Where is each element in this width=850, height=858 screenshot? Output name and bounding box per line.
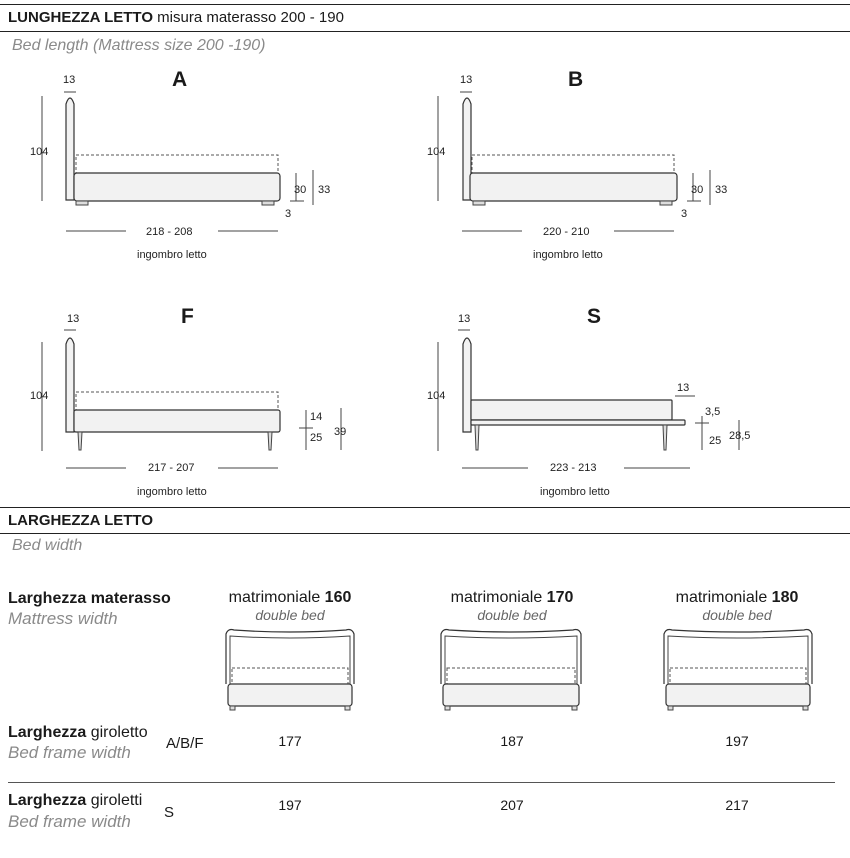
model-f-length: 217 - 207 [148,462,195,474]
model-f-letter: F [181,305,194,328]
model-a-letter: A [172,68,188,91]
bed-s-drawing [438,330,739,468]
model-b-dim-small: 30 [691,184,704,196]
width-top-rule [0,507,850,508]
model-f-dim-small: 14 [310,411,323,423]
frame-width-s-170: 207 [500,797,524,813]
model-s-dim-large: 28,5 [729,430,751,442]
frame-width-s-sublabel: Bed frame width [8,812,131,831]
length-title-rest: misura materasso 200 - 190 [157,9,344,26]
frame-width-s-180: 217 [725,797,749,813]
model-s-dim-mid: 25 [709,435,722,447]
column-160-subheader: double bed [255,607,325,623]
model-b-letter: B [568,68,584,91]
length-title-bold: LUNGHEZZA LETTO [8,9,153,26]
bed-f-drawing [42,330,341,468]
frame-width-abf-160: 177 [278,733,302,749]
model-a-height: 104 [30,146,49,158]
model-b-height: 104 [427,146,446,158]
frame-width-abf-170: 187 [500,733,524,749]
frame-width-abf-code: A/B/F [166,735,204,752]
model-s-headboard-thickness: 13 [458,313,471,325]
column-160-header: matrimoniale 160 [228,589,352,606]
frame-width-abf-label: Larghezza giroletto [8,724,148,741]
width-section-title: LARGHEZZA LETTO [8,512,153,529]
model-f-height: 104 [30,390,49,402]
model-a-dim-small: 30 [294,184,307,196]
length-section-subtitle: Bed length (Mattress size 200 -190) [12,37,266,54]
model-b-caption: ingombro letto [533,249,603,261]
model-b-length: 220 - 210 [543,226,590,238]
frame-width-abf-180: 197 [725,733,749,749]
model-a-length: 218 - 208 [146,226,193,238]
model-f-headboard-thickness: 13 [67,313,80,325]
frame-width-s-code: S [164,804,175,821]
bed-b-drawing [438,92,710,231]
model-b-dim-large: 33 [715,184,728,196]
model-a-caption: ingombro letto [137,249,207,261]
model-f-caption: ingombro letto [137,486,207,498]
model-s-length: 223 - 213 [550,462,597,474]
width-section-subtitle: Bed width [12,537,83,554]
model-s-dim-top: 13 [677,382,690,394]
model-s-height: 104 [427,390,446,402]
column-180-header: matrimoniale 180 [675,589,799,606]
column-170-subheader: double bed [477,607,547,623]
column-180-subheader: double bed [702,607,772,623]
model-s-caption: ingombro letto [540,486,610,498]
front-view-160 [226,630,354,711]
column-170-header: matrimoniale 170 [450,589,574,606]
frame-width-s-label: Larghezza giroletti [8,792,143,809]
frame-width-abf-sublabel: Bed frame width [8,743,131,762]
model-f-dim-mid: 25 [310,432,323,444]
model-a-dim-extra: 3 [285,208,292,220]
model-a-dim-large: 33 [318,184,331,196]
row-divider [8,782,835,783]
bed-a-drawing [42,92,313,231]
model-s-letter: S [587,305,602,328]
mattress-width-sublabel: Mattress width [8,609,118,628]
front-view-170 [441,630,581,711]
width-title-rule [0,533,850,534]
model-s-dim-small: 3,5 [705,406,721,418]
frame-width-s-160: 197 [278,797,302,813]
front-view-180 [664,630,812,711]
mattress-width-label: Larghezza materasso [8,590,171,607]
model-a-headboard-thickness: 13 [63,74,76,86]
model-b-dim-extra: 3 [681,208,688,220]
model-b-headboard-thickness: 13 [460,74,473,86]
model-f-dim-large: 39 [334,426,347,438]
